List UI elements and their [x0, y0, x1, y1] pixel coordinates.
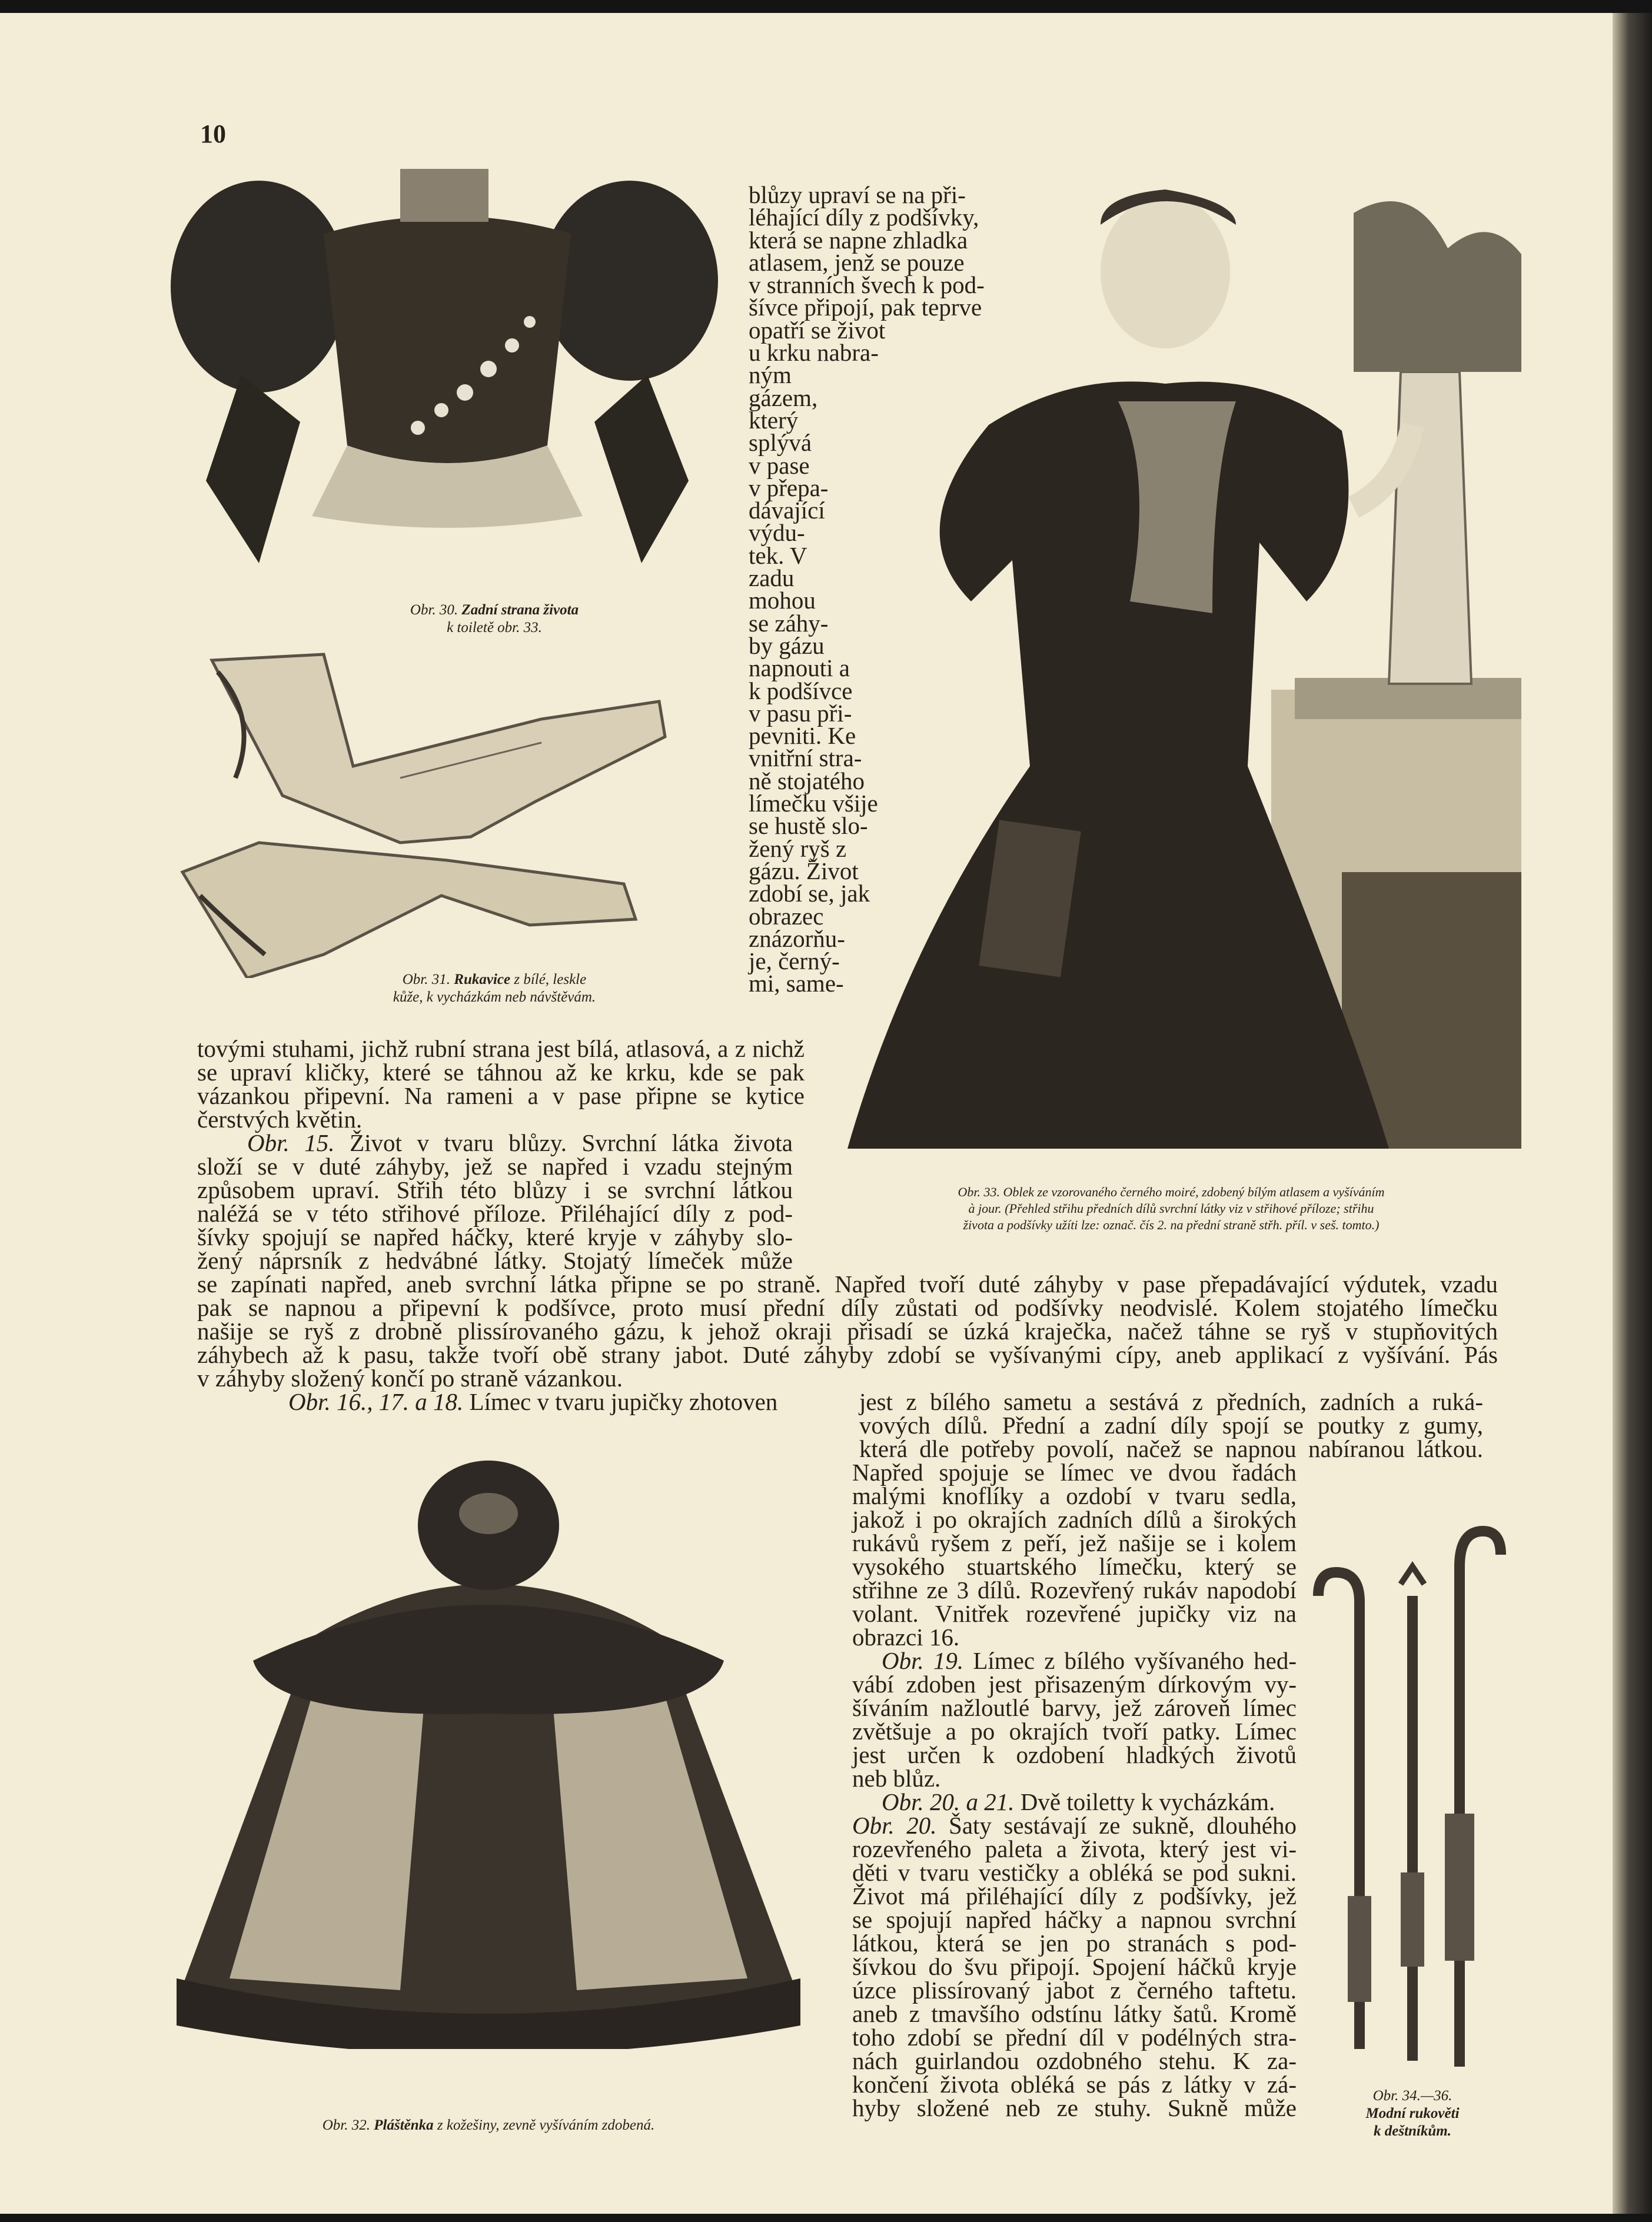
- figure-fur-cape: [177, 1461, 800, 2049]
- figure-umbrella-handles: [1312, 1519, 1507, 2078]
- caption-fig34: Obr. 34.—36. Modní rukověti k deštníkům.: [1365, 2088, 1460, 2139]
- fur-cape-illustration: [177, 1461, 800, 2049]
- right-column-text: Napřed spojuje se límec ve dvou řadách malými knoflíky a ozdobí v tvaru sedla, jakož i po okrajích zadních dílů a širokých rukávů ryšem z peří, jež našije se i kolem vysokého stuartského límečku, který se střihne ze 3 dílů. Rozevřený rukáv napodobí volant. Vnitřek rozevřené jupičky viz na obrazci 16. Obr. 19. Límec z bílého vyšívaného hed- vábí zdoben jest přisazeným dírkovým vy- šíváním nažloutlé barvy, jež zároveň límec zvětšuje a po okrajích tvoří patky. Límec jest určen k ozdobení hladkých životů neb blůz. Obr. 20. a 21. Dvě toiletty k vycházkám. Obr. 20. Šaty sestávají ze sukně, dlouhého rozevřeného paleta a života, který jest vi- děti v tvaru vestičky a obléká se pod sukni. Život má přiléhající díly z podšívky, jež se spojují napřed háčky a napnou svrchní látkou, která se jen po stranách s pod- šívkou do švu připojí. Spojení háčků kryje úzce plissírovaný jabot z černého taftetu. aneb z tmavšího odstínu látky šatů. Kromě toho zdobí se přední díl v podélných stra- nách guirlandou ozdobného stehu. K za- končení života obléká se pás z látky v zá- hyby složené neb ze stuhy. Sukně může: [852, 1459, 1297, 2121]
- caption-fig30: Obr. 30. Zadní strana života k toiletě obr. 33.: [410, 602, 579, 636]
- magazine-page: [0, 13, 1613, 2214]
- obr15-paragraph: Obr. 15. Život v tvaru blůzy. Svrchní látka života složí se v duté záhyby, jež se napřed i vzadu stejným způsobem upraví. Střih této blůzy i se svrchní látkou naléžá se v této střihové příloze. Přiléhající díly z pod- šívky spojují se napřed háčky, které kryje v záhyby slo- žený náprsník z hedvábné látky. Stojatý límeček může: [197, 1129, 793, 1274]
- figure-gloves: [177, 648, 683, 978]
- woman-dress-illustration: [824, 178, 1521, 1149]
- left-column-text: tovými stuhami, jichž rubní strana jest bílá, atlasová, a z nichž se upraví kličky, které se táhnou až ke krku, kde se pak vázankou připevní. Na rameni a v pase připne se kytice: [197, 1035, 805, 1109]
- obr16-lead: Obr. 16., 17. a 18. Límec v tvaru jupičky zhotoven: [288, 1388, 778, 1415]
- page-edge-shadow: [1613, 13, 1652, 2214]
- figure-woman-dress: [824, 178, 1521, 1149]
- right-full-text: jest z bílého sametu a sestává z předních, zadních a ruká- vových dílů. Přední a zadní díly spojí se poutky z gumy, která dle potřeby povolí, načež se napnou nabíranou látkou.: [859, 1388, 1483, 1462]
- caption-fig33: Obr. 33. Oblek ze vzorovaného černého moiré, zdobený bílým atlasem a vyšíváním à jour. (Přehled střihu předních dílů svrchní látky viz v střihové příloze; střihu života a podšívky užíti lze: označ. čís 2. na přední straně střh. příl. v seš. tomto.): [958, 1185, 1385, 1232]
- caption-fig31: Obr. 31. Rukavice z bílé, leskle kůže, k vycházkám neb návštěvám.: [393, 972, 596, 1005]
- figure-bodice-back: [171, 151, 721, 604]
- caption-fig32: Obr. 32. Pláštěnka z kožešiny, zevně vyšíváním zdobená.: [322, 2117, 655, 2133]
- bodice-back-illustration: [171, 151, 721, 604]
- gloves-illustration: [177, 648, 683, 978]
- page-number: 10: [200, 119, 226, 148]
- umbrella-handles-illustration: [1312, 1519, 1507, 2078]
- narrow-column-text: blůzy upraví se na při- léhající díly z podšívky, která se napne zhladka atlasem, jenž se pouze v stranních švech k pod- šívce připojí, pak teprve opatří se život u krku nabra- ným gázem, který splývá v pase v přepa- dávající výdu- tek. V zadu mohou se záhy- by gázu napnouti a k podšívce v pasu při- pevniti. Ke vnitřní stra- ně stojatého límečku všije se hustě slo- žený ryš z gázu. Život zdobí se, jak obrazec znázorňu- je, černý- mi, same-: [749, 181, 985, 997]
- left-column-last-line: čerstvých květin.: [197, 1106, 363, 1133]
- full-width-text: se zapínati napřed, aneb svrchní látka připne se po straně. Napřed tvoří duté záhyby v pase přepadávající výdutek, vzadu pak se napnou a připevní k podšívce, proto musí přední díly zůstati od podšívky neodvislé. Kolem stojatého límečku našije se ryš z drobně plissírovaného gázu, k jehož okraji přisadí se úzká kraječka, načež táhne se ryš v stupňovitých záhybech až k pasu, takže tvoří obě strany jabot. Duté záhyby zdobí se vyšívanými cípy, aneb applikací z vyšívání. Pás: [197, 1270, 1498, 1368]
- full-width-last-line: v záhyby složený končí po straně vázankou.: [197, 1365, 623, 1392]
